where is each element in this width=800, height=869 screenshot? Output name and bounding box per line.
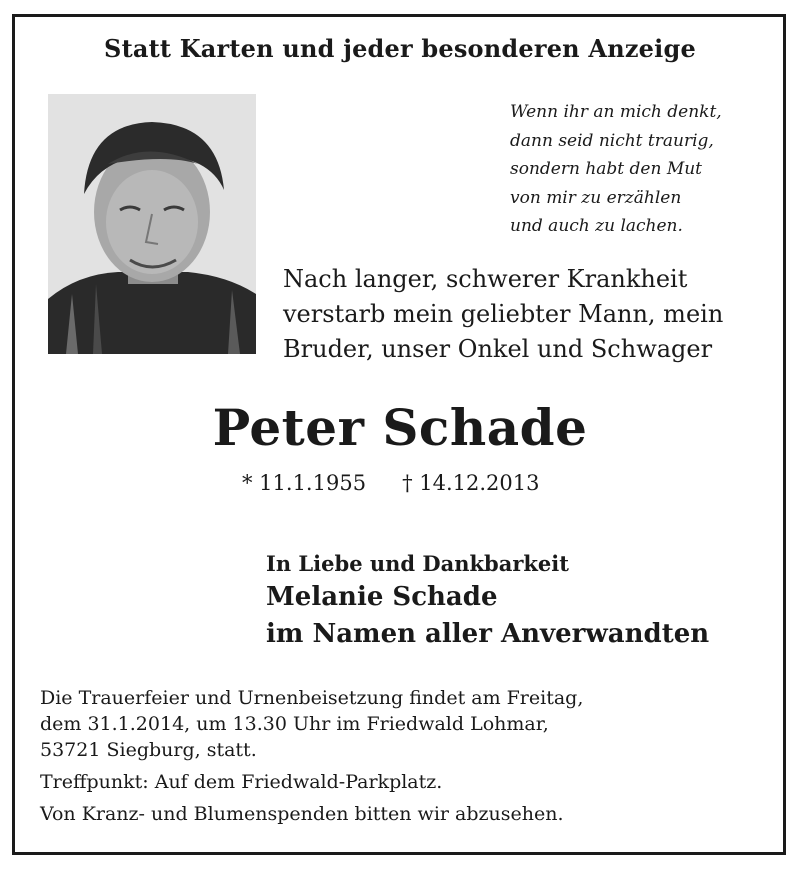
ceremony-line: dem 31.1.2014, um 13.30 Uhr im Friedwald Lohmar, [40, 713, 549, 735]
signers-block [266, 549, 786, 653]
meeting-point: Treffpunkt: Auf dem Friedwald-Parkplatz. [40, 771, 443, 793]
signer-family: im Namen aller Anverwandten [266, 619, 710, 649]
ceremony-line: 53721 Siegburg, statt. [40, 739, 257, 761]
notice-header: Statt Karten und jeder besonderen Anzeige [104, 34, 696, 63]
announcement-line: verstarb mein geliebter Mann, mein [283, 300, 724, 328]
portrait-photo [48, 94, 256, 354]
life-dates [242, 469, 539, 497]
ceremony-line: Die Trauerfeier und Urnenbeisetzung findet am Freitag, [40, 687, 584, 709]
death-date: † 14.12.2013 [402, 471, 540, 495]
death-announcement [283, 262, 773, 367]
flowers-note: Von Kranz- und Blumenspenden bitten wir abzusehen. [40, 803, 564, 825]
signers-intro: In Liebe und Dankbarkeit [266, 551, 569, 576]
poem-line: von mir zu erzählen [510, 187, 682, 208]
announcement-line: Nach langer, schwerer Krankheit [283, 265, 688, 293]
memorial-poem [510, 98, 770, 241]
signer-name: Melanie Schade [266, 582, 498, 612]
birth-date: * 11.1.1955 [242, 471, 367, 495]
portrait-illustration [48, 94, 256, 354]
poem-line: sondern habt den Mut [510, 159, 703, 179]
announcement-line: Bruder, unser Onkel und Schwager [283, 335, 713, 363]
poem-line: Wenn ihr an mich denkt, [510, 102, 722, 122]
ceremony-details [40, 685, 760, 827]
deceased-name: Peter Schade [212, 398, 588, 457]
poem-line: und auch zu lachen. [510, 216, 683, 236]
poem-line: dann seid nicht traurig, [510, 130, 714, 151]
